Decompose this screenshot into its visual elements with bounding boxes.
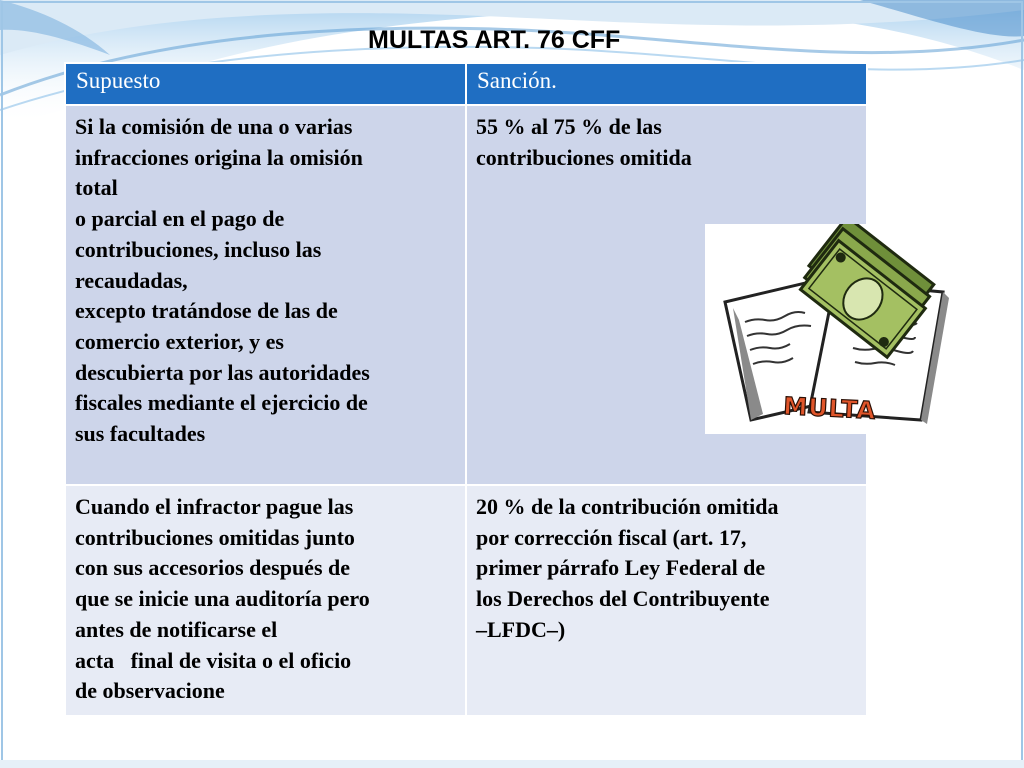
cell-text-line: antes de notificarse el [75, 616, 278, 642]
cell-text-line: primer párrafo Ley Federal de [476, 555, 766, 581]
cell-text-line: acta final de visita o el oficio [75, 647, 352, 673]
cell-text-line: comercio exterior, y es [75, 328, 284, 354]
cell-supuesto [65, 485, 466, 716]
cell-text-line: –LFDC–) [476, 616, 566, 642]
cell-text-line: por corrección fiscal (art. 17, [476, 524, 747, 550]
stamp-text: MULTA [782, 392, 877, 425]
cell-text-line: contribuciones omitida [476, 144, 692, 170]
cell-text-line: excepto tratándose de las de [75, 298, 338, 324]
cell-text-line: 55 % al 75 % de las [476, 114, 662, 139]
table-header-row [65, 63, 867, 105]
money-and-fine-documents-icon [705, 224, 958, 434]
cell-text-line: infracciones origina la omisión [75, 144, 363, 170]
cell-text-line: 20 % de la contribución omitida [476, 494, 779, 519]
cell-supuesto [65, 105, 466, 485]
cell-text-line: sus facultades [75, 421, 206, 447]
slide-title: MULTAS ART. 76 CFF [368, 26, 621, 54]
cell-text-line: fiscales mediante el ejercicio de [75, 390, 368, 416]
header-supuesto: Supuesto [65, 63, 466, 105]
cell-text-line: con sus accesorios después de [75, 555, 351, 581]
cell-text-line: descubierta por las autoridades [75, 359, 370, 385]
cell-text-line: Cuando el infractor pague las [75, 494, 354, 519]
cell-text-line: contribuciones, incluso las [75, 236, 322, 262]
cell-sancion [466, 485, 867, 716]
cell-text-line: contribuciones omitidas junto [75, 524, 355, 550]
cell-text-line: que se inicie una auditoría pero [75, 586, 370, 612]
cell-text-line: o parcial en el pago de [75, 206, 285, 232]
cell-text-line: total [75, 175, 118, 201]
cell-text-line: Si la comisión de una o varias [75, 114, 353, 139]
cell-text-line: los Derechos del Contribuyente [476, 586, 770, 612]
header-sancion: Sanción. [466, 63, 867, 105]
cell-text-line: recaudadas, [75, 267, 188, 293]
cell-text-line: de observacione [75, 678, 225, 704]
table-row [65, 485, 867, 716]
